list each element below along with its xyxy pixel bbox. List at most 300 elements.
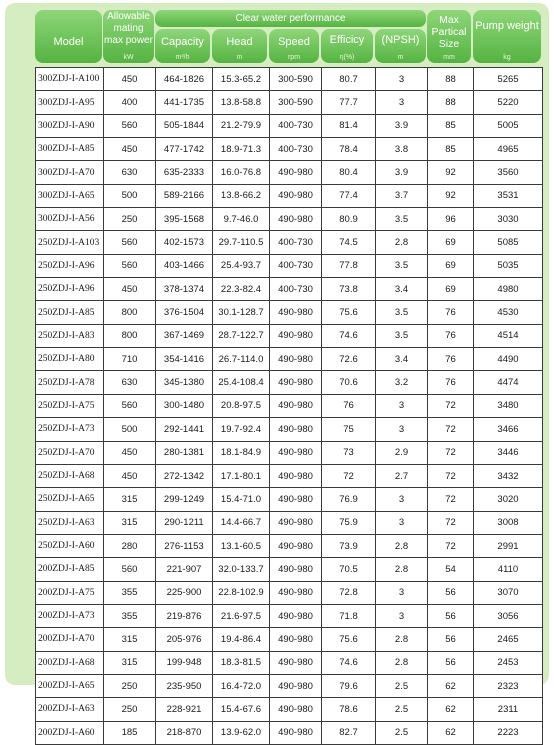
- model-cell: 300ZDJ-I-A70: [36, 161, 104, 184]
- model-cell: 250ZDJ-I-A78: [36, 371, 104, 394]
- weight-cell: 3480: [474, 394, 543, 417]
- speed-cell: 490-980: [270, 558, 322, 581]
- size-cell: 76: [428, 324, 474, 347]
- header-speed-label: Speed: [278, 36, 310, 48]
- model-cell: 250ZDJ-I-A96: [36, 254, 104, 277]
- table-row: [36, 651, 543, 674]
- head-cell: 14.4-66.7: [213, 511, 270, 534]
- efficiency-cell: 81.4: [322, 114, 376, 137]
- capacity-cell: 290-1211: [156, 511, 213, 534]
- speed-cell: 490-980: [270, 208, 322, 231]
- capacity-cell: 276-1153: [156, 534, 213, 557]
- size-cell: 62: [428, 721, 474, 744]
- capacity-cell: 464-1826: [156, 68, 213, 91]
- power-cell: 800: [104, 301, 156, 324]
- head-cell: 15.4-67.6: [213, 698, 270, 721]
- npsh-cell: 2.8: [376, 651, 428, 674]
- power-cell: 315: [104, 511, 156, 534]
- capacity-cell: 345-1380: [156, 371, 213, 394]
- npsh-cell: 2.8: [376, 534, 428, 557]
- table-row: [36, 208, 543, 231]
- npsh-cell: 3.5: [376, 324, 428, 347]
- efficiency-cell: 78.4: [322, 138, 376, 161]
- weight-cell: 4110: [474, 558, 543, 581]
- power-cell: 630: [104, 371, 156, 394]
- power-cell: 710: [104, 348, 156, 371]
- speed-cell: 490-980: [270, 581, 322, 604]
- power-cell: 560: [104, 558, 156, 581]
- size-cell: 72: [428, 394, 474, 417]
- capacity-cell: 378-1374: [156, 278, 213, 301]
- header-head: [212, 29, 267, 63]
- power-cell: 250: [104, 208, 156, 231]
- model-cell: 250ZDJ-I-A85: [36, 301, 104, 324]
- weight-cell: 5085: [474, 231, 543, 254]
- table-row: [36, 278, 543, 301]
- speed-cell: 490-980: [270, 441, 322, 464]
- speed-cell: 490-980: [270, 348, 322, 371]
- table-row: [36, 161, 543, 184]
- weight-cell: 3466: [474, 418, 543, 441]
- npsh-cell: 3: [376, 604, 428, 627]
- power-cell: 560: [104, 254, 156, 277]
- weight-cell: 5005: [474, 114, 543, 137]
- power-cell: 500: [104, 184, 156, 207]
- npsh-cell: 2.5: [376, 721, 428, 744]
- speed-cell: 400-730: [270, 278, 322, 301]
- size-cell: 72: [428, 488, 474, 511]
- header-model-label: Model: [53, 36, 84, 48]
- table-row: [36, 698, 543, 721]
- header-npsh-unit: m: [397, 54, 404, 61]
- npsh-cell: 3.2: [376, 371, 428, 394]
- speed-cell: 400-730: [270, 254, 322, 277]
- capacity-cell: 205-976: [156, 628, 213, 651]
- header-size: [427, 10, 471, 63]
- efficiency-cell: 74.5: [322, 231, 376, 254]
- weight-cell: 3008: [474, 511, 543, 534]
- head-cell: 13.8-58.8: [213, 91, 270, 114]
- table-body: [36, 68, 543, 745]
- capacity-cell: 354-1416: [156, 348, 213, 371]
- power-cell: 400: [104, 91, 156, 114]
- npsh-cell: 3: [376, 581, 428, 604]
- efficiency-cell: 73: [322, 441, 376, 464]
- npsh-cell: 2.5: [376, 698, 428, 721]
- model-cell: 200ZDJ-I-A68: [36, 651, 104, 674]
- table-row: [36, 184, 543, 207]
- head-cell: 25.4-93.7: [213, 254, 270, 277]
- npsh-cell: 3: [376, 394, 428, 417]
- head-cell: 18.9-71.3: [213, 138, 270, 161]
- model-cell: 300ZDJ-I-A95: [36, 91, 104, 114]
- power-cell: 450: [104, 278, 156, 301]
- weight-cell: 3446: [474, 441, 543, 464]
- size-cell: 92: [428, 184, 474, 207]
- efficiency-cell: 82.7: [322, 721, 376, 744]
- npsh-cell: 3.4: [376, 348, 428, 371]
- table-row: [36, 114, 543, 137]
- power-cell: 355: [104, 581, 156, 604]
- speed-cell: 490-980: [270, 371, 322, 394]
- capacity-cell: 199-948: [156, 651, 213, 674]
- capacity-cell: 395-1568: [156, 208, 213, 231]
- header-size-label: Max Partical Size: [431, 14, 467, 50]
- npsh-cell: 2.8: [376, 558, 428, 581]
- size-cell: 72: [428, 534, 474, 557]
- table-row: [36, 721, 543, 744]
- head-cell: 29.7-110.5: [213, 231, 270, 254]
- head-cell: 9.7-46.0: [213, 208, 270, 231]
- npsh-cell: 3.7: [376, 184, 428, 207]
- size-cell: 54: [428, 558, 474, 581]
- head-cell: 16.0-76.8: [213, 161, 270, 184]
- weight-cell: 2311: [474, 698, 543, 721]
- model-cell: 300ZDJ-I-A90: [36, 114, 104, 137]
- table-row: [36, 464, 543, 487]
- capacity-cell: 402-1573: [156, 231, 213, 254]
- head-cell: 13.8-66.2: [213, 184, 270, 207]
- weight-cell: 2323: [474, 674, 543, 697]
- power-cell: 560: [104, 394, 156, 417]
- header-efficiency-label: Efficicy: [329, 34, 365, 46]
- model-cell: 250ZDJ-I-A60: [36, 534, 104, 557]
- power-cell: 800: [104, 324, 156, 347]
- npsh-cell: 3.5: [376, 254, 428, 277]
- weight-cell: 4980: [474, 278, 543, 301]
- capacity-cell: 376-1504: [156, 301, 213, 324]
- efficiency-cell: 80.4: [322, 161, 376, 184]
- capacity-cell: 221-907: [156, 558, 213, 581]
- power-cell: 185: [104, 721, 156, 744]
- model-cell: 300ZDJ-I-A65: [36, 184, 104, 207]
- table-row: [36, 558, 543, 581]
- npsh-cell: 3.9: [376, 114, 428, 137]
- header-model: [35, 10, 102, 63]
- table-row: [36, 138, 543, 161]
- efficiency-cell: 75.6: [322, 301, 376, 324]
- model-cell: 250ZDJ-I-A63: [36, 511, 104, 534]
- weight-cell: 4965: [474, 138, 543, 161]
- head-cell: 13.1-60.5: [213, 534, 270, 557]
- capacity-cell: 441-1735: [156, 91, 213, 114]
- efficiency-cell: 77.7: [322, 91, 376, 114]
- header-power-label: Allowable mating max power: [104, 11, 153, 46]
- table-row: [36, 254, 543, 277]
- weight-cell: 2223: [474, 721, 543, 744]
- speed-cell: 490-980: [270, 418, 322, 441]
- speed-cell: 490-980: [270, 534, 322, 557]
- capacity-cell: 225-900: [156, 581, 213, 604]
- efficiency-cell: 77.8: [322, 254, 376, 277]
- size-cell: 62: [428, 698, 474, 721]
- table-row: [36, 68, 543, 91]
- model-cell: 250ZDJ-I-A80: [36, 348, 104, 371]
- speed-cell: 490-980: [270, 721, 322, 744]
- head-cell: 25.4-108.4: [213, 371, 270, 394]
- size-cell: 69: [428, 278, 474, 301]
- header-npsh: [375, 29, 426, 63]
- header-power: [103, 10, 154, 63]
- header-group: [155, 10, 426, 27]
- head-cell: 20.8-97.5: [213, 394, 270, 417]
- size-cell: 56: [428, 581, 474, 604]
- weight-cell: 3432: [474, 464, 543, 487]
- speed-cell: 300-590: [270, 91, 322, 114]
- header-capacity-label: Capacity: [161, 36, 204, 48]
- model-cell: 200ZDJ-I-A85: [36, 558, 104, 581]
- power-cell: 560: [104, 114, 156, 137]
- model-cell: 250ZDJ-I-A73: [36, 418, 104, 441]
- efficiency-cell: 76.9: [322, 488, 376, 511]
- capacity-cell: 403-1466: [156, 254, 213, 277]
- weight-cell: 5265: [474, 68, 543, 91]
- head-cell: 18.3-81.5: [213, 651, 270, 674]
- head-cell: 26.7-114.0: [213, 348, 270, 371]
- size-cell: 62: [428, 674, 474, 697]
- model-cell: 200ZDJ-I-A65: [36, 674, 104, 697]
- header-speed-unit: rpm: [287, 54, 301, 61]
- model-cell: 250ZDJ-I-A75: [36, 394, 104, 417]
- head-cell: 15.4-71.0: [213, 488, 270, 511]
- header-speed: [269, 29, 319, 63]
- speed-cell: 300-590: [270, 68, 322, 91]
- size-cell: 88: [428, 91, 474, 114]
- efficiency-cell: 73.8: [322, 278, 376, 301]
- speed-cell: 490-980: [270, 464, 322, 487]
- power-cell: 500: [104, 418, 156, 441]
- table-row: [36, 348, 543, 371]
- npsh-cell: 3: [376, 91, 428, 114]
- npsh-cell: 3.9: [376, 161, 428, 184]
- weight-cell: 2991: [474, 534, 543, 557]
- npsh-cell: 3.4: [376, 278, 428, 301]
- table-row: [36, 488, 543, 511]
- header-head-label: Head: [226, 36, 253, 48]
- capacity-cell: 218-870: [156, 721, 213, 744]
- efficiency-cell: 71.8: [322, 604, 376, 627]
- efficiency-cell: 75.6: [322, 628, 376, 651]
- efficiency-cell: 73.9: [322, 534, 376, 557]
- table-row: [36, 628, 543, 651]
- power-cell: 630: [104, 161, 156, 184]
- model-cell: 200ZDJ-I-A63: [36, 698, 104, 721]
- model-cell: 300ZDJ-I-A56: [36, 208, 104, 231]
- header-weight-unit: kg: [503, 54, 511, 61]
- weight-cell: 5220: [474, 91, 543, 114]
- power-cell: 315: [104, 628, 156, 651]
- weight-cell: 4514: [474, 324, 543, 347]
- npsh-cell: 3: [376, 488, 428, 511]
- table-row: [36, 441, 543, 464]
- model-cell: 250ZDJ-I-A103: [36, 231, 104, 254]
- npsh-cell: 2.8: [376, 628, 428, 651]
- table-row: [36, 674, 543, 697]
- header-size-unit: mm: [443, 54, 455, 61]
- performance-table: [35, 67, 543, 745]
- speed-cell: 490-980: [270, 324, 322, 347]
- header-weight: [473, 10, 541, 63]
- table-row: [36, 604, 543, 627]
- model-cell: 300ZDJ-I-A85: [36, 138, 104, 161]
- capacity-cell: 635-2333: [156, 161, 213, 184]
- npsh-cell: 3.5: [376, 301, 428, 324]
- size-cell: 85: [428, 138, 474, 161]
- npsh-cell: 2.7: [376, 464, 428, 487]
- power-cell: 315: [104, 651, 156, 674]
- header-power-unit: kW: [123, 54, 134, 61]
- speed-cell: 490-980: [270, 488, 322, 511]
- npsh-cell: 3: [376, 511, 428, 534]
- table-row: [36, 231, 543, 254]
- capacity-cell: 235-950: [156, 674, 213, 697]
- speed-cell: 400-730: [270, 114, 322, 137]
- model-cell: 200ZDJ-I-A70: [36, 628, 104, 651]
- efficiency-cell: 75.9: [322, 511, 376, 534]
- size-cell: 96: [428, 208, 474, 231]
- weight-cell: 3056: [474, 604, 543, 627]
- capacity-cell: 228-921: [156, 698, 213, 721]
- header-group-label: Clear water performance: [235, 13, 346, 24]
- capacity-cell: 280-1381: [156, 441, 213, 464]
- speed-cell: 490-980: [270, 511, 322, 534]
- header-capacity-unit: m³/h: [175, 54, 190, 61]
- speed-cell: 490-980: [270, 161, 322, 184]
- weight-cell: 3030: [474, 208, 543, 231]
- power-cell: 450: [104, 464, 156, 487]
- size-cell: 56: [428, 604, 474, 627]
- speed-cell: 490-980: [270, 651, 322, 674]
- speed-cell: 490-980: [270, 674, 322, 697]
- head-cell: 15.3-65.2: [213, 68, 270, 91]
- speed-cell: 490-980: [270, 394, 322, 417]
- efficiency-cell: 80.7: [322, 68, 376, 91]
- size-cell: 88: [428, 68, 474, 91]
- head-cell: 30.1-128.7: [213, 301, 270, 324]
- power-cell: 450: [104, 441, 156, 464]
- header-head-unit: m: [236, 54, 243, 61]
- model-cell: 250ZDJ-I-A96: [36, 278, 104, 301]
- head-cell: 21.2-79.9: [213, 114, 270, 137]
- npsh-cell: 3: [376, 68, 428, 91]
- model-cell: 200ZDJ-I-A75: [36, 581, 104, 604]
- table-row: [36, 511, 543, 534]
- head-cell: 13.9-62.0: [213, 721, 270, 744]
- efficiency-cell: 80.9: [322, 208, 376, 231]
- weight-cell: 3531: [474, 184, 543, 207]
- table-row: [36, 324, 543, 347]
- model-cell: 250ZDJ-I-A65: [36, 488, 104, 511]
- weight-cell: 5035: [474, 254, 543, 277]
- head-cell: 22.8-102.9: [213, 581, 270, 604]
- capacity-cell: 292-1441: [156, 418, 213, 441]
- model-cell: 250ZDJ-I-A83: [36, 324, 104, 347]
- capacity-cell: 300-1480: [156, 394, 213, 417]
- efficiency-cell: 78.6: [322, 698, 376, 721]
- size-cell: 56: [428, 628, 474, 651]
- table-panel: [5, 3, 549, 739]
- weight-cell: 2453: [474, 651, 543, 674]
- capacity-cell: 299-1249: [156, 488, 213, 511]
- efficiency-cell: 70.5: [322, 558, 376, 581]
- table-row: [36, 418, 543, 441]
- weight-cell: 3070: [474, 581, 543, 604]
- efficiency-cell: 74.6: [322, 651, 376, 674]
- power-cell: 355: [104, 604, 156, 627]
- table-row: [36, 581, 543, 604]
- size-cell: 76: [428, 301, 474, 324]
- speed-cell: 490-980: [270, 628, 322, 651]
- capacity-cell: 589-2166: [156, 184, 213, 207]
- efficiency-cell: 77.4: [322, 184, 376, 207]
- size-cell: 72: [428, 441, 474, 464]
- npsh-cell: 3.8: [376, 138, 428, 161]
- size-cell: 76: [428, 371, 474, 394]
- head-cell: 28.7-122.7: [213, 324, 270, 347]
- size-cell: 72: [428, 418, 474, 441]
- head-cell: 17.1-80.1: [213, 464, 270, 487]
- table-row: [36, 91, 543, 114]
- npsh-cell: 2.9: [376, 441, 428, 464]
- efficiency-cell: 72.8: [322, 581, 376, 604]
- weight-cell: 3020: [474, 488, 543, 511]
- size-cell: 69: [428, 254, 474, 277]
- header-efficiency: [321, 29, 373, 63]
- size-cell: 92: [428, 161, 474, 184]
- size-cell: 72: [428, 464, 474, 487]
- model-cell: 300ZDJ-I-A100: [36, 68, 104, 91]
- size-cell: 85: [428, 114, 474, 137]
- weight-cell: 4490: [474, 348, 543, 371]
- power-cell: 450: [104, 68, 156, 91]
- model-cell: 200ZDJ-I-A60: [36, 721, 104, 744]
- header-capacity: [155, 29, 210, 63]
- efficiency-cell: 75: [322, 418, 376, 441]
- head-cell: 22.3-82.4: [213, 278, 270, 301]
- head-cell: 32.0-133.7: [213, 558, 270, 581]
- table-row: [36, 371, 543, 394]
- efficiency-cell: 72.6: [322, 348, 376, 371]
- weight-cell: 4530: [474, 301, 543, 324]
- table-row: [36, 394, 543, 417]
- npsh-cell: 3.5: [376, 208, 428, 231]
- head-cell: 19.4-86.4: [213, 628, 270, 651]
- table-row: [36, 534, 543, 557]
- speed-cell: 490-980: [270, 698, 322, 721]
- capacity-cell: 272-1342: [156, 464, 213, 487]
- weight-cell: 2465: [474, 628, 543, 651]
- header-efficiency-unit: η(%): [339, 54, 355, 61]
- header-weight-label: Pump weight: [475, 20, 539, 32]
- weight-cell: 3560: [474, 161, 543, 184]
- capacity-cell: 367-1469: [156, 324, 213, 347]
- power-cell: 450: [104, 138, 156, 161]
- power-cell: 315: [104, 488, 156, 511]
- efficiency-cell: 70.6: [322, 371, 376, 394]
- head-cell: 18.1-84.9: [213, 441, 270, 464]
- power-cell: 560: [104, 231, 156, 254]
- npsh-cell: 2.5: [376, 674, 428, 697]
- efficiency-cell: 76: [322, 394, 376, 417]
- capacity-cell: 219-876: [156, 604, 213, 627]
- capacity-cell: 505-1844: [156, 114, 213, 137]
- speed-cell: 400-730: [270, 138, 322, 161]
- efficiency-cell: 72: [322, 464, 376, 487]
- efficiency-cell: 79.6: [322, 674, 376, 697]
- table-row: [36, 301, 543, 324]
- size-cell: 69: [428, 231, 474, 254]
- head-cell: 16.4-72.0: [213, 674, 270, 697]
